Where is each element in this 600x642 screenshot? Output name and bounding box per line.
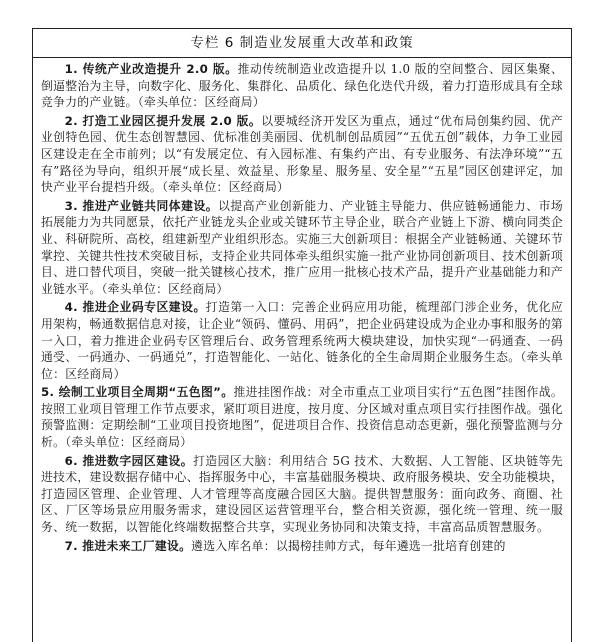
policy-item-2 [41, 113, 563, 196]
item-heading: 2. 打造工业园区提升发展 2.0 版。 [64, 113, 262, 128]
policy-item-4 [41, 299, 563, 382]
item-heading: 7. 推进未来工厂建设。 [64, 538, 192, 553]
policy-item-5 [41, 384, 563, 450]
policy-item-7 [41, 538, 563, 555]
panel-title: 专栏 6 制造业发展重大改革和政策 [33, 29, 571, 58]
item-body: 打造园区大脑：利用结合 5G 技术、大数据、人工智能、区块链等先进技术，建设数据存储中心、指挥服务中心，丰富基础服务模块、政府服务模块、安全功能模块，打造园区管理、企业管理、人才管理等高度融合园区大脑。提供智慧服务：面向政务、商圈、社区、厂区等场景应用服务需求，建设园区运营管理平台，整合相关资源，强化统一管理、统一服务、统一数据，以智能化终端数据整合共享，实现业务协同和决策支持，丰富高品质智慧服务。 [41, 453, 564, 535]
policy-item-1 [41, 61, 563, 111]
policy-item-6 [41, 453, 563, 536]
item-body: 打造第一入口：完善企业码应用功能，梳理部门涉企业务，优化应用架构，畅通数据信息对接，让企业“领码、懂码、用码”，把企业码建设成为企业办事和服务的第一入口，着力推进企业码专区管理后台、政务管理系统两大模块建设，加快实现“一码通查、一码通受、一码通办、一码通兑”，打造智能化、一站化、链条化的全生命周期企业服务生态。（牵头单位：区经商局） [41, 300, 563, 381]
item-body: 以要城经济开发区为重点，通过“优布局创集约园、优产业创特色园、优生态创智慧园、优标准创美丽园、优机制创品质园”“五优五创”载体，力争工业园区建设走在全市前列；以“有发展定位、有入园标准、有集约产出、有专业服务、有法净环境”“五有”路径为导向，组织开展“成长星、效益星、形象星、服务星、安全星”“五星”园区创建评定，加快产业平台提档升级。（牵头单位：区经商局） [41, 113, 563, 195]
item-heading: 6. 推进数字园区建设。 [64, 453, 194, 468]
policy-item-3 [41, 198, 563, 298]
item-body: 推动传统制造业改造提升以 1.0 版的空间整合、园区集聚、倒逼整治为主导，向数字化、服务化、集群化、品质化、绿色化迭代升级，着力打造形成具有全球竞争力的产业链。（牵头单位：区经商局） [41, 62, 564, 110]
panel-content [33, 58, 571, 554]
item-body: 以提高产业创新能力、产业链主导能力、供应链畅通能力、市场拓展能力为共同愿景，依托产业链龙头企业或关键环节主导企业，联合产业链上下游、横向同类企业、科研院所、高校，组建新型产业组织形态。实施三大创新项目：根据全产业链畅通、关键环节掌控、关键共性技术突破目标，支持企业共同体牵头组织实施一批产业协同创新项目、技术创新项目、进口替代项目，突破一批关键核心技术，推广应用一批核心技术产品，提升产业基础能力和产业链水平。（牵头单位：区经商局） [41, 198, 564, 296]
item-heading: 1. 传统产业改造提升 2.0 版。 [64, 62, 238, 76]
policy-panel [32, 28, 572, 642]
item-heading: 5. 绘制工业项目全周期“五色图”。 [41, 385, 234, 400]
item-body: 遴选入库名单：以揭榜挂帅方式，每年遴选一批培育创建的 [191, 538, 506, 553]
item-body: 推进挂图作战：对全市重点工业项目实行“五色图”挂图作战。按照工业项目管理工作节点要求，紧盯项目进度，按月度、分区域对重点项目实行挂图作战。强化预警监测：定期绘制“工业项目投资地图”，促进项目合作、投资信息动态更新，强化预警监测与分析。（牵头单位：区经商局） [41, 385, 563, 450]
item-heading: 3. 推进产业链共同体建设。 [64, 198, 219, 213]
item-heading: 4. 推进企业码专区建设。 [64, 300, 206, 315]
